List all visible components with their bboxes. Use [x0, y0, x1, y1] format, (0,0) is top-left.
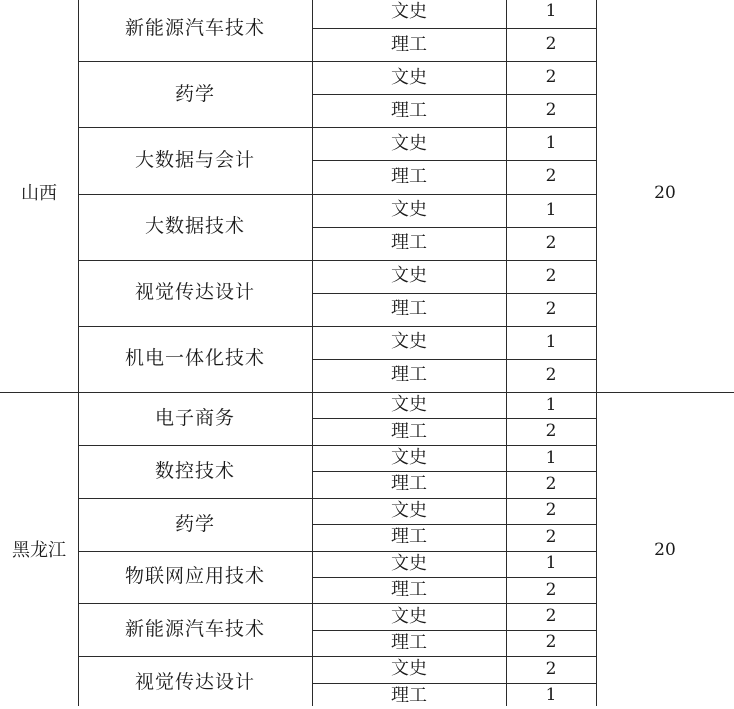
track-divider-line	[312, 471, 596, 472]
track-type-cell: 文史	[391, 199, 427, 221]
track-type-cell: 文史	[391, 394, 427, 416]
track-divider-line	[312, 630, 596, 631]
track-divider-line	[312, 524, 596, 525]
track-divider-line	[312, 28, 596, 29]
track-count-cell: 1	[545, 447, 557, 468]
track-type-cell: 文史	[391, 658, 427, 680]
major-name-cell: 药学	[174, 512, 215, 535]
track-type-cell: 文史	[391, 0, 427, 22]
track-count-cell: 2	[545, 232, 557, 253]
column-divider-line	[312, 0, 313, 706]
province-cell: 山西	[21, 182, 57, 204]
total-cell: 20	[654, 183, 676, 203]
track-count-cell: 2	[545, 658, 557, 679]
track-count-cell: 1	[545, 199, 557, 220]
track-divider-line	[312, 418, 596, 419]
track-count-cell: 2	[545, 298, 557, 319]
track-count-cell: 2	[545, 67, 557, 88]
track-count-cell: 1	[545, 394, 557, 415]
track-type-cell: 文史	[391, 499, 427, 521]
track-count-cell: 2	[545, 526, 557, 547]
major-name-cell: 视觉传达设计	[134, 281, 255, 304]
total-cell: 20	[654, 540, 676, 560]
track-count-cell: 2	[545, 579, 557, 600]
track-count-cell: 1	[545, 685, 557, 706]
track-divider-line	[312, 227, 596, 228]
track-divider-line	[312, 293, 596, 294]
track-count-cell: 2	[545, 34, 557, 55]
major-name-cell: 机电一体化技术	[124, 347, 265, 370]
track-count-cell: 2	[545, 500, 557, 521]
column-divider-line	[78, 0, 79, 706]
track-type-cell: 文史	[391, 265, 427, 287]
major-name-cell: 视觉传达设计	[134, 671, 255, 694]
group-divider-line	[0, 392, 734, 393]
track-count-cell: 2	[545, 100, 557, 121]
major-name-cell: 大数据与会计	[134, 148, 255, 171]
track-count-cell: 1	[545, 133, 557, 154]
track-type-cell: 理工	[391, 684, 427, 706]
track-count-cell: 2	[545, 166, 557, 187]
track-divider-line	[312, 359, 596, 360]
track-divider-line	[312, 577, 596, 578]
track-type-cell: 文史	[391, 331, 427, 353]
track-type-cell: 理工	[391, 33, 427, 55]
major-name-cell: 新能源汽车技术	[124, 618, 265, 641]
major-name-cell: 药学	[174, 82, 215, 105]
track-type-cell: 理工	[391, 473, 427, 495]
province-cell: 黑龙江	[12, 539, 66, 561]
track-count-cell: 2	[545, 632, 557, 653]
track-type-cell: 文史	[391, 447, 427, 469]
track-type-cell: 文史	[391, 132, 427, 154]
column-divider-line	[596, 0, 597, 706]
track-type-cell: 理工	[391, 99, 427, 121]
track-count-cell: 2	[545, 265, 557, 286]
track-type-cell: 理工	[391, 165, 427, 187]
major-name-cell: 数控技术	[154, 459, 235, 482]
track-divider-line	[312, 94, 596, 95]
track-type-cell: 理工	[391, 579, 427, 601]
track-count-cell: 2	[545, 364, 557, 385]
track-count-cell: 2	[545, 421, 557, 442]
major-name-cell: 电子商务	[154, 406, 235, 429]
track-count-cell: 2	[545, 473, 557, 494]
track-divider-line	[312, 683, 596, 684]
track-type-cell: 理工	[391, 232, 427, 254]
track-type-cell: 文史	[391, 605, 427, 627]
major-name-cell: 大数据技术	[144, 215, 245, 238]
track-count-cell: 1	[545, 553, 557, 574]
track-type-cell: 文史	[391, 552, 427, 574]
track-count-cell: 2	[545, 606, 557, 627]
track-type-cell: 理工	[391, 364, 427, 386]
track-type-cell: 文史	[391, 66, 427, 88]
track-type-cell: 理工	[391, 420, 427, 442]
column-divider-line	[506, 0, 507, 706]
track-type-cell: 理工	[391, 526, 427, 548]
track-divider-line	[312, 160, 596, 161]
major-name-cell: 新能源汽车技术	[124, 16, 265, 39]
track-type-cell: 理工	[391, 298, 427, 320]
track-type-cell: 理工	[391, 631, 427, 653]
track-count-cell: 1	[545, 1, 557, 22]
major-name-cell: 物联网应用技术	[124, 565, 265, 588]
track-count-cell: 1	[545, 331, 557, 352]
